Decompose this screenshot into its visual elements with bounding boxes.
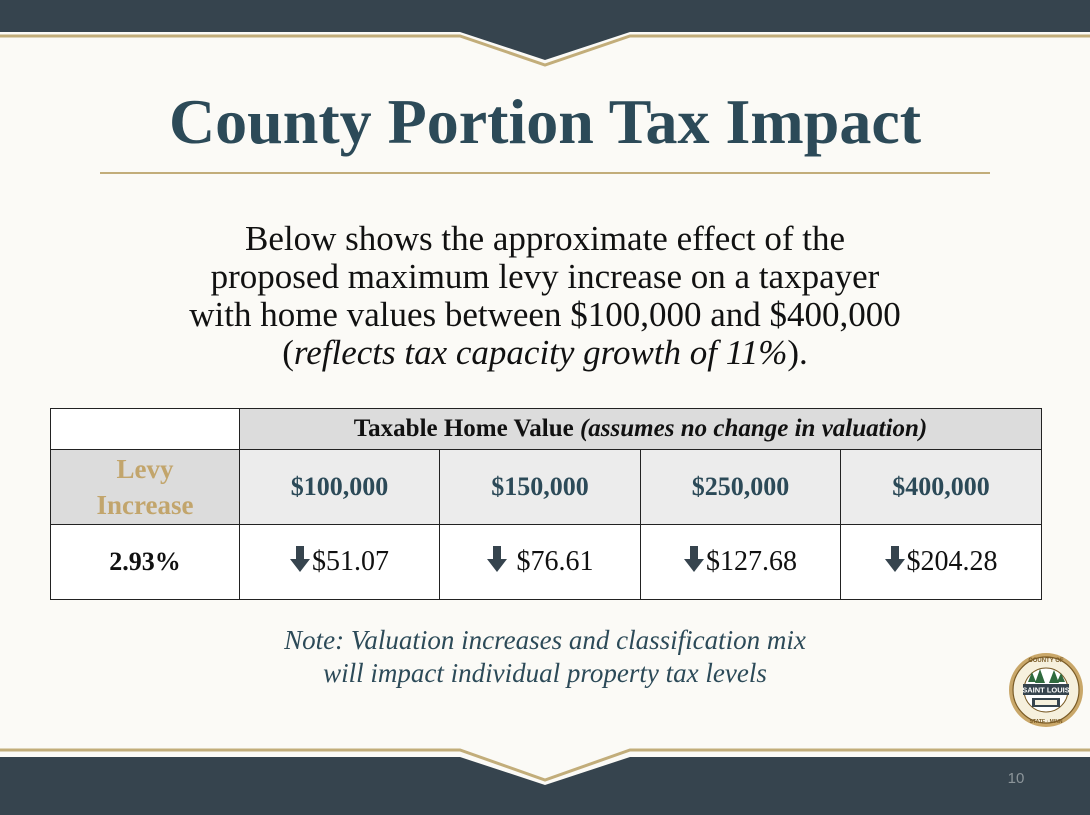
levy-label-line-1: Levy — [116, 454, 174, 484]
down-arrow-icon — [684, 546, 704, 572]
home-values-row — [51, 450, 1042, 525]
note-line-1: Note: Valuation increases and classification mix — [284, 625, 806, 655]
impact-cell — [440, 525, 641, 600]
header-paren-text: (assumes no change in valuation) — [579, 415, 928, 442]
impact-amount: $127.68 — [706, 546, 797, 577]
valuation-note — [0, 624, 1090, 690]
impact-amount: $51.07 — [312, 546, 389, 577]
intro-paren-open: ( — [282, 333, 294, 372]
title-divider — [100, 172, 990, 174]
impact-cell — [841, 525, 1042, 600]
tax-impact-table — [50, 408, 1042, 600]
table-header-row — [51, 409, 1042, 450]
impact-row — [51, 525, 1042, 600]
intro-line-1: Below shows the approximate effect of the — [244, 219, 845, 258]
intro-paren-close: ). — [787, 333, 808, 372]
impact-amount: $76.61 — [516, 546, 594, 577]
levy-increase-label — [51, 450, 240, 525]
table-corner-cell — [51, 409, 240, 450]
impact-cell — [240, 525, 440, 600]
down-arrow-icon — [290, 546, 310, 572]
seal-bottom-text: STATE · MINN — [1029, 719, 1063, 725]
home-value-cell: $400,000 — [841, 450, 1042, 525]
county-seal-logo — [1008, 652, 1084, 728]
impact-amount: $204.28 — [906, 546, 998, 577]
home-value-cell: $100,000 — [240, 450, 440, 525]
seal-top-text: COUNTY OF — [1028, 658, 1064, 664]
page-number: 10 — [1007, 770, 1025, 787]
intro-line-2: proposed maximum levy increase on a taxpayer — [210, 257, 880, 296]
header-main-text: Taxable Home Value — [353, 415, 574, 442]
home-value-cell: $150,000 — [440, 450, 641, 525]
intro-text — [60, 220, 1030, 372]
taxable-home-value-header — [240, 409, 1042, 450]
intro-line-4 — [60, 334, 1030, 372]
intro-italic-note: reflects tax capacity growth of 11% — [293, 333, 788, 372]
impact-cell — [641, 525, 841, 600]
down-arrow-icon — [487, 546, 507, 572]
seal-center-text: SAINT LOUIS — [1022, 685, 1070, 695]
levy-label-line-2: Increase — [96, 490, 194, 520]
levy-rate-cell: 2.93% — [51, 525, 240, 600]
down-arrow-icon — [885, 546, 905, 572]
intro-line-3: with home values between $100,000 and $400,000 — [189, 295, 901, 334]
note-line-2: will impact individual property tax levels — [323, 658, 767, 688]
home-value-cell: $250,000 — [641, 450, 841, 525]
slide-title: County Portion Tax Impact — [168, 86, 922, 157]
bottom-chevron-band — [0, 740, 1090, 815]
top-chevron-band — [0, 0, 1090, 70]
